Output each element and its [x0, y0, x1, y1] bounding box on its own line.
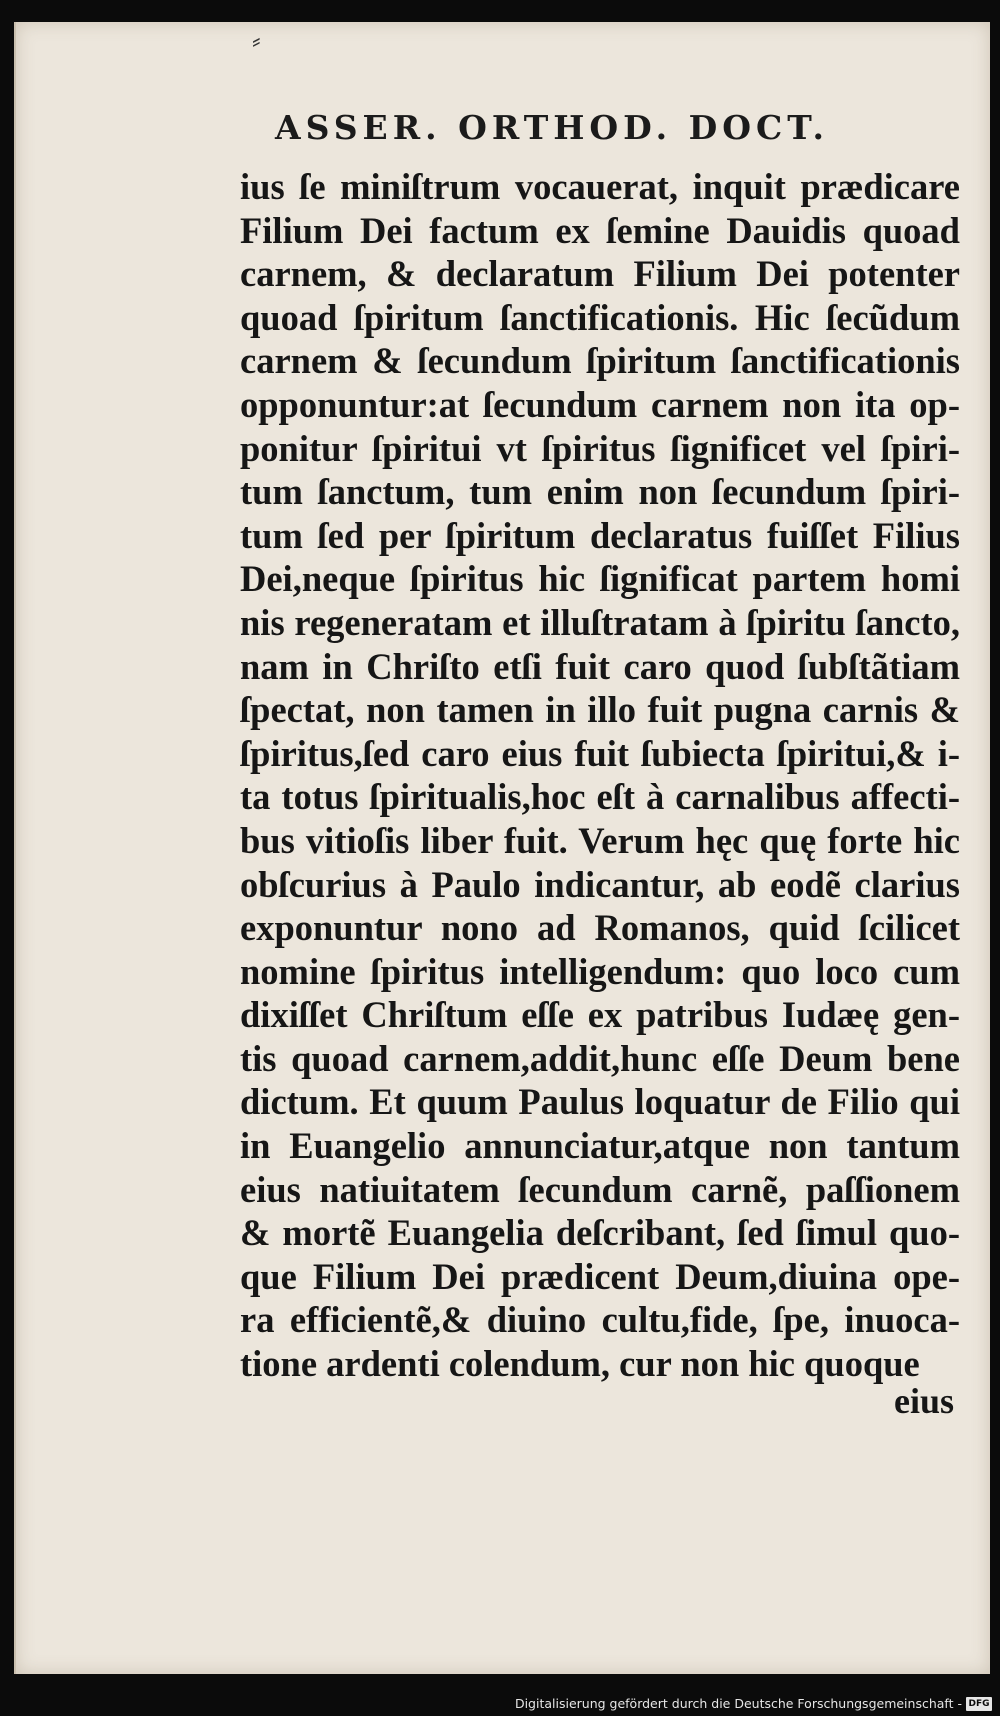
text-line: opponuntur:at ſecundum carnem non ita op-: [240, 383, 960, 425]
text-line: nam in Chriſto etſi fuit caro quod ſubſtãtiam: [240, 645, 960, 687]
text-line: tis quoad carnem,addit,hunc eſſe Deum bene: [240, 1037, 960, 1079]
text-line: ius ſe miniſtrum vocauerat, inquit prædicare: [240, 166, 960, 207]
text-line: Filium Dei factum ex ſemine Dauidis quoad: [240, 209, 960, 251]
ink-fleck-mark: ⸗: [252, 26, 261, 56]
text-line: ſpectat, non tamen in illo fuit pugna carnis &: [240, 689, 960, 731]
text-line: eius natiuitatem ſecundum carnẽ, paſſionem: [240, 1168, 960, 1210]
body-text: [240, 165, 960, 1386]
text-line: tione ardenti colendum, cur non hic quoque: [240, 1343, 920, 1385]
text-line: ponitur ſpiritui vt ſpiritus ſignificet vel ſpiri-: [240, 427, 960, 469]
dfg-logo-icon: DFG: [966, 1697, 992, 1711]
text-line: que Filium Dei prædicent Deum,diuina ope-: [240, 1255, 960, 1297]
text-line: ra efficientẽ,& diuino cultu,fide, ſpe, inuoca-: [240, 1299, 960, 1341]
text-line: Dei,neque ſpiritus hic ſignificat partem homi: [240, 558, 960, 600]
text-line: in Euangelio annunciatur,atque non tantum: [240, 1125, 960, 1167]
text-line: dixiſſet Chriſtum eſſe ex patribus Iudæę gen-: [240, 994, 960, 1036]
text-line: carnem, & declaratum Filium Dei potenter: [240, 253, 960, 295]
text-line: & mortẽ Euangelia deſcribant, ſed ſimul quo-: [240, 1212, 960, 1254]
text-line: ſpiritus,ſed caro eius fuit ſubiecta ſpiritui,& i-: [240, 732, 960, 774]
text-line: bus vitioſis liber fuit. Verum hęc quę forte hic: [240, 819, 960, 861]
running-head: ASSER. ORTHOD. DOCT.: [275, 108, 830, 147]
text-line: carnem & ſecundum ſpiritum ſanctificationis: [240, 340, 960, 382]
text-line: ta totus ſpiritualis,hoc eſt à carnalibus affecti-: [240, 776, 960, 818]
footer-bar: [0, 1686, 1000, 1716]
text-line: tum ſanctum, tum enim non ſecundum ſpiri-: [240, 471, 960, 513]
text-line: obſcurius à Paulo indicantur, ab eodẽ clarius: [240, 863, 960, 905]
text-line: exponuntur nono ad Romanos, quid ſcilicet: [240, 907, 960, 949]
text-line: nomine ſpiritus intelligendum: quo loco cum: [240, 950, 960, 992]
text-line: quoad ſpiritum ſanctificationis. Hic ſecũdum: [240, 296, 960, 338]
text-line: dictum. Et quum Paulus loquatur de Filio qui: [240, 1081, 960, 1123]
text-line: tum ſed per ſpiritum declaratus fuiſſet Filius: [240, 514, 960, 556]
text-line: nis regeneratam et illuſtratam à ſpiritu ſancto,: [240, 601, 960, 643]
funding-credit: Digitalisierung gefördert durch die Deutsche Forschungsgemeinschaft -: [514, 1696, 962, 1711]
catchword: eius: [893, 1381, 954, 1421]
